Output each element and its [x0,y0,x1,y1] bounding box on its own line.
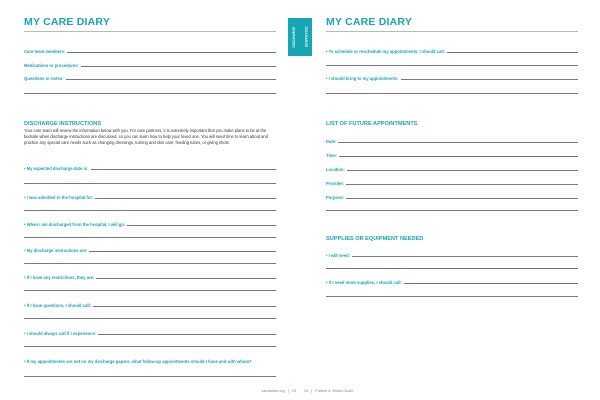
write-line [67,51,276,53]
field-label: Purpose: [326,195,345,200]
title-rule [326,31,578,32]
field-label: • If I have any restrictions, they are: [24,275,95,280]
field-label: Medications or procedures: [24,63,79,68]
field-label: • I should bring to my appointments: [326,76,399,81]
field-label: • My discharge instructions are: [24,248,88,253]
write-line [95,197,276,199]
write-line [401,78,578,80]
left-footer: samaritan.org | 25 [261,389,296,393]
write-line[interactable] [326,296,578,297]
write-line [338,141,578,143]
write-line[interactable] [24,237,276,238]
footer-guide: Patient & Visitor Guide [315,389,354,393]
field-label: Provider: [326,181,345,186]
write-line [66,78,276,80]
left-page [0,0,296,400]
field-label: • To schedule or reschedule my appointments, I should call: [326,49,446,54]
discharge-instructions-field[interactable] [24,245,276,253]
page-title: MY CARE DIARY [326,16,413,28]
appointment-location-field[interactable] [326,164,578,172]
field-label: • I was admitted to the hospital for: [24,195,94,200]
appointment-provider-field[interactable] [326,178,578,186]
write-line [447,51,578,53]
appointment-purpose-field[interactable] [326,192,578,200]
write-line[interactable] [24,376,276,377]
page-number: 25 [291,389,296,393]
field-label: Date: [326,139,337,144]
right-page [304,0,600,400]
tab-label: DISCHARGE [292,26,296,48]
page-title: MY CARE DIARY [24,16,111,28]
write-line[interactable] [24,318,276,319]
restrictions-field[interactable] [24,272,276,280]
field-label: Questions or notes: [24,76,64,81]
field-label: • I should always call if I experience: [24,331,97,336]
write-line [346,197,578,199]
field-label: • My expected discharge date is: [24,166,89,171]
care-team-field[interactable] [24,46,276,54]
write-line [127,224,276,226]
section-tab [300,18,312,56]
tab-label: DISCHARGE [304,26,308,48]
write-line[interactable] [24,183,276,184]
bring-to-appointments-field[interactable] [326,73,578,81]
write-line[interactable] [326,93,578,94]
section-heading: LIST OF FUTURE APPOINTMENTS [326,121,418,127]
write-line[interactable] [326,210,578,211]
field-label: • If my appointments are not on my discharge papers, what follow-up appointments should I have and with whom? [24,359,252,364]
call-if-experience-field[interactable] [24,328,276,336]
write-line [347,169,578,171]
write-line [96,277,276,279]
field-label: • When I am discharged from the hospital, I will go: [24,222,126,227]
write-line [93,305,276,307]
write-line[interactable] [24,290,276,291]
appointment-time-field[interactable] [326,150,578,158]
section-heading: SUPPLIES OR EQUIPMENT NEEDED [326,236,424,242]
section-heading: DISCHARGE INSTRUCTIONS [24,121,102,127]
field-label: • If I need more supplies, I should call: [326,280,402,285]
page-number: 26 [304,389,309,393]
section-tab [288,18,300,56]
questions-field[interactable] [24,73,276,81]
intro-text: Your care team will review the information below with you. For care partners, it is extremely important that you make plans to be at the bedside when discharge instructions are discussed, so you can learn how to help your loved one. You will need time to learn about and practice any special care needs such as changing dressings, turning and skin care, feeding tubes, or giving shots. [24,128,268,145]
field-label: • I will need: [326,253,351,258]
field-label: Location: [326,167,345,172]
write-line[interactable] [24,346,276,347]
questions-call-field[interactable] [24,300,276,308]
discharge-date-field[interactable] [24,163,276,171]
field-label: Care team members: [24,49,66,54]
title-rule [24,31,276,32]
write-line [81,65,276,67]
write-line [98,333,276,335]
write-line[interactable] [326,65,578,66]
field-label: Time: [326,153,338,158]
appointment-date-field[interactable] [326,136,578,144]
write-line [89,250,276,252]
schedule-call-field[interactable] [326,46,578,54]
medications-field[interactable] [24,60,276,68]
write-line [352,255,578,257]
write-line[interactable] [326,268,578,269]
discharge-destination-field[interactable] [24,219,276,227]
write-line [91,168,276,170]
field-label: • If I have questions, I should call: [24,303,92,308]
write-line[interactable] [24,93,276,94]
more-supplies-field[interactable] [326,277,578,285]
footer-site: samaritan.org [261,389,285,393]
write-line [346,183,578,185]
admitted-for-field[interactable] [24,192,276,200]
write-line[interactable] [24,263,276,264]
follow-up-field[interactable] [24,356,276,364]
write-line [404,282,578,284]
will-need-field[interactable] [326,250,578,258]
write-line [339,155,578,157]
write-line[interactable] [24,210,276,211]
right-footer: 26 | Patient & Visitor Guide [304,389,354,393]
